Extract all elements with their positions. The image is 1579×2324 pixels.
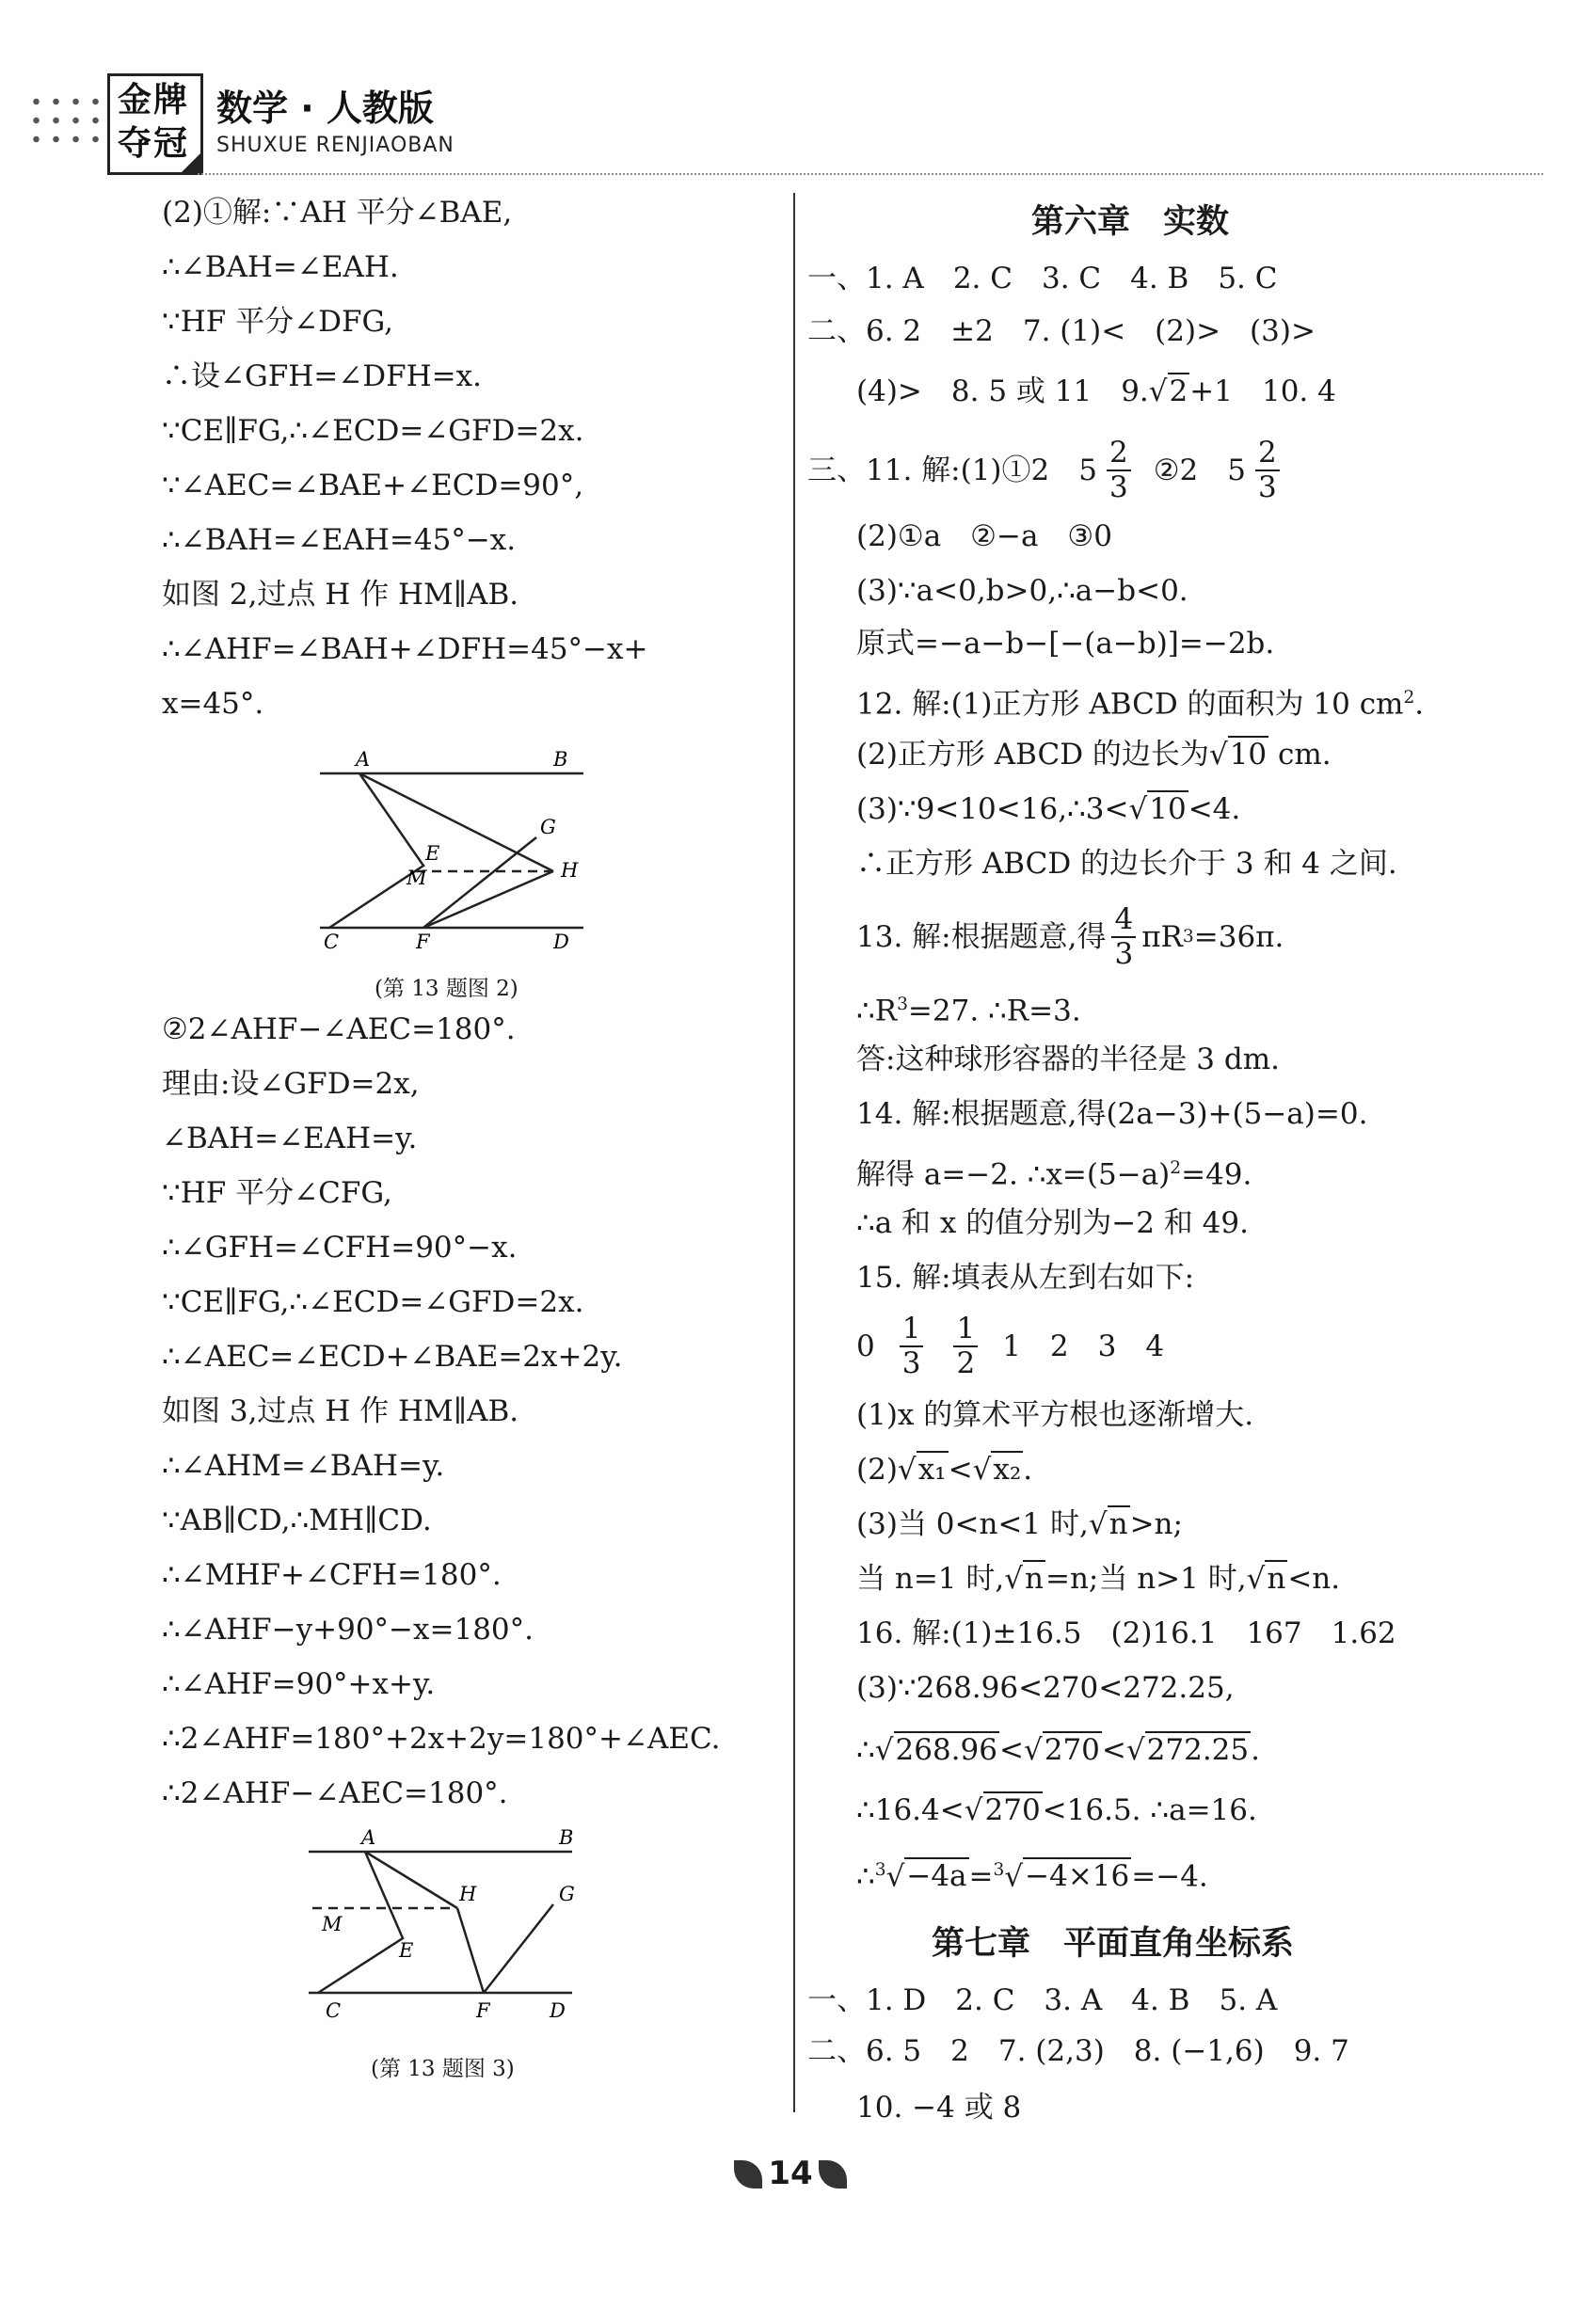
logo-text-top: 金牌 (118, 81, 190, 119)
answer-line: ∴∠GFH=∠CFH=90°−x. (162, 1231, 518, 1265)
fraction: $\frac{2}{3}$ (1107, 438, 1131, 502)
label-B: B (559, 1826, 574, 1849)
figure-13-2 (301, 743, 612, 950)
answer-line: $\therefore R^3=27$. ∴R=3. (856, 994, 1081, 1028)
header-rule (198, 173, 1543, 175)
answer-line: 如图 3,过点 H 作 HM∥AB. (162, 1394, 519, 1428)
answer-line: ∴2∠AHF−∠AEC=180°. (162, 1776, 508, 1810)
answer-line: ∵∠AEC=∠BAE+∠ECD=90°, (162, 469, 584, 502)
answer-line: ∴$^3$√−4a=$^3$√−4×16=−4. (856, 1859, 1208, 1894)
answer-line: ∵CE∥FG,∴∠ECD=∠GFD=2x. (162, 414, 584, 448)
answer-line: 当 n=1 时,√n=n;当 n>1 时,√n<n. (856, 1562, 1341, 1596)
answer-line: (3)∵9<10<16,∴3<√10<4. (856, 792, 1241, 826)
answer-line: ∴∠AHF−y+90°−x=180°. (162, 1613, 534, 1647)
answer-line: ∵AB∥CD,∴MH∥CD. (162, 1504, 432, 1537)
answer-line: (2)①a ②−a ③0 (856, 519, 1112, 553)
fraction: $\frac{2}{3}$ (1255, 438, 1280, 502)
label-H: H (561, 859, 579, 882)
table-values-row: 0 $\frac{1}{3}$ $\frac{1}{2}$ 1 2 3 4 (856, 1312, 1165, 1380)
label-D: D (550, 1999, 566, 2022)
label-C: C (324, 931, 340, 950)
book-title: 数学 · 人教版 (216, 88, 434, 129)
logo-text-bottom: 夺冠 (118, 124, 190, 163)
segment-ah (365, 1852, 457, 1908)
label-B: B (553, 748, 568, 771)
answer-line: 12. 解:(1)正方形 ABCD 的面积为 10 $cm^2$. (856, 687, 1425, 722)
answer-line: 答:这种球形容器的半径是 3 dm. (856, 1043, 1280, 1076)
answer-line: ∵HF 平分∠CFG, (162, 1176, 392, 1210)
chapter-heading: 第六章 实数 (1031, 203, 1230, 241)
answer-line: ∴√268.96<√270<√272.25. (856, 1733, 1260, 1767)
column-divider (793, 193, 795, 2112)
chapter-heading: 第七章 平面直角坐标系 (932, 1925, 1295, 1963)
answer-line: 二、6. 2 ±2 7. (1)< (2)> (3)> (807, 314, 1316, 348)
figure-13-3 (299, 1825, 591, 2032)
answer-line: x=45°. (162, 687, 264, 721)
decorative-dots (26, 92, 105, 149)
page-number: 14 (768, 2155, 813, 2192)
label-E: E (399, 1939, 414, 1962)
label-E: E (425, 842, 440, 865)
label-C: C (326, 1999, 342, 2022)
answer-line: ②2∠AHF−∠AEC=180°. (162, 1012, 516, 1046)
answer-line: 14. 解:根据题意,得(2a−3)+(5−a)=0. (856, 1097, 1368, 1131)
label-A: A (361, 1826, 376, 1849)
fraction: $\frac{1}{3}$ (900, 1314, 924, 1378)
answer-line: (3)∵268.96<270<272.25, (856, 1671, 1235, 1705)
answer-line: 理由:设∠GFD=2x, (162, 1067, 420, 1101)
label-F: F (476, 1999, 490, 2022)
answer-line: 一、1. D 2. C 3. A 4. B 5. A (807, 1983, 1278, 2017)
segment-fg (423, 837, 536, 928)
answer-line: (3)∵a<0,b>0,∴a−b<0. (856, 574, 1188, 608)
label-G: G (559, 1883, 575, 1905)
label-M: M (407, 867, 427, 889)
label-G: G (540, 816, 556, 838)
logo-corner-mark (179, 151, 203, 175)
page-header (0, 0, 1579, 188)
answer-line: ∴a 和 x 的值分别为−2 和 49. (856, 1206, 1249, 1240)
answer-line: ∴∠BAH=∠EAH. (162, 250, 399, 284)
answer-line: 二、6. 5 2 7. (2,3) 8. (−1,6) 9. 7 (807, 2034, 1349, 2068)
label-M: M (322, 1913, 343, 1935)
brand-logo (107, 73, 203, 175)
answer-line: (2)①解:∵AH 平分∠BAE, (162, 196, 513, 230)
answer-line: ∵HF 平分∠DFG, (162, 305, 393, 339)
answer-line: 原式=−a−b−[−(a−b)]=−2b. (856, 627, 1275, 661)
answer-line: ∠BAH=∠EAH=y. (162, 1122, 418, 1155)
answer-line: 如图 2,过点 H 作 HM∥AB. (162, 578, 519, 612)
answer-line: 10. −4 或 8 (856, 2091, 1022, 2125)
book-subtitle: SHUXUE RENJIAOBAN (216, 134, 455, 157)
answer-line: 解得 a=−2. $\therefore x=(5-a)^2=49$. (856, 1157, 1252, 1192)
fraction: $\frac{1}{2}$ (953, 1314, 978, 1378)
answer-line: ∵CE∥FG,∴∠ECD=∠GFD=2x. (162, 1285, 584, 1319)
answer-line: (1)x 的算术平方根也逐渐增大. (856, 1398, 1254, 1432)
answer-line: ∴2∠AHF=180°+2x+2y=180°+∠AEC. (162, 1722, 721, 1756)
label-D: D (553, 931, 569, 950)
answer-line: 一、1. A 2. C 3. C 4. B 5. C (807, 262, 1278, 295)
segment-fh (423, 871, 553, 928)
label-H: H (459, 1883, 477, 1905)
answer-line: 13. 解:根据题意,得 $\frac{4}{3}$ πR 3 =36π. (856, 902, 1284, 971)
label-A: A (356, 748, 371, 771)
figure-caption: (第 13 题图 2) (375, 977, 518, 1001)
answer-line: 15. 解:填表从左到右如下: (856, 1261, 1195, 1295)
answer-line: (2)正方形 ABCD 的边长为√10 cm. (856, 738, 1332, 772)
answer-line: (2)√x₁<√x₂. (856, 1453, 1033, 1487)
answer-line: (4)> 8. 5 或 11 9.√2+1 10. 4 (856, 374, 1336, 408)
answer-line: ∴∠AHF=∠BAH+∠DFH=45°−x+ (162, 632, 648, 666)
answer-line: ∴∠BAH=∠EAH=45°−x. (162, 523, 517, 557)
line-aec (329, 773, 423, 928)
label-F: F (416, 931, 430, 950)
answer-line: (3)当 0<n<1 时,√n>n; (856, 1507, 1183, 1541)
answer-line: ∴设∠GFH=∠DFH=x. (162, 359, 482, 393)
answer-line: 三、11. 解:(1)①2 5 $\frac{2}{3}$ ②2 5 $\frac{2}{3}$ (807, 442, 1285, 499)
answer-line: ∴∠AHF=90°+x+y. (162, 1667, 436, 1701)
segment-fg (484, 1904, 553, 1993)
fraction: $\frac{4}{3}$ (1111, 905, 1136, 969)
answer-line: ∴∠MHF+∠CFH=180°. (162, 1558, 502, 1592)
answer-line: ∴正方形 ABCD 的边长介于 3 和 4 之间. (856, 847, 1397, 881)
figure-caption: (第 13 题图 3) (371, 2057, 515, 2081)
segment-hf (457, 1908, 484, 1993)
segment-ah (359, 773, 553, 871)
answer-line: 16. 解:(1)±16.5 (2)16.1 167 1.62 (856, 1616, 1396, 1650)
answer-line: ∴16.4<√270<16.5. ∴a=16. (856, 1793, 1257, 1827)
answer-line: ∴∠AHM=∠BAH=y. (162, 1449, 445, 1483)
answer-line: ∴∠AEC=∠ECD+∠BAE=2x+2y. (162, 1340, 623, 1374)
